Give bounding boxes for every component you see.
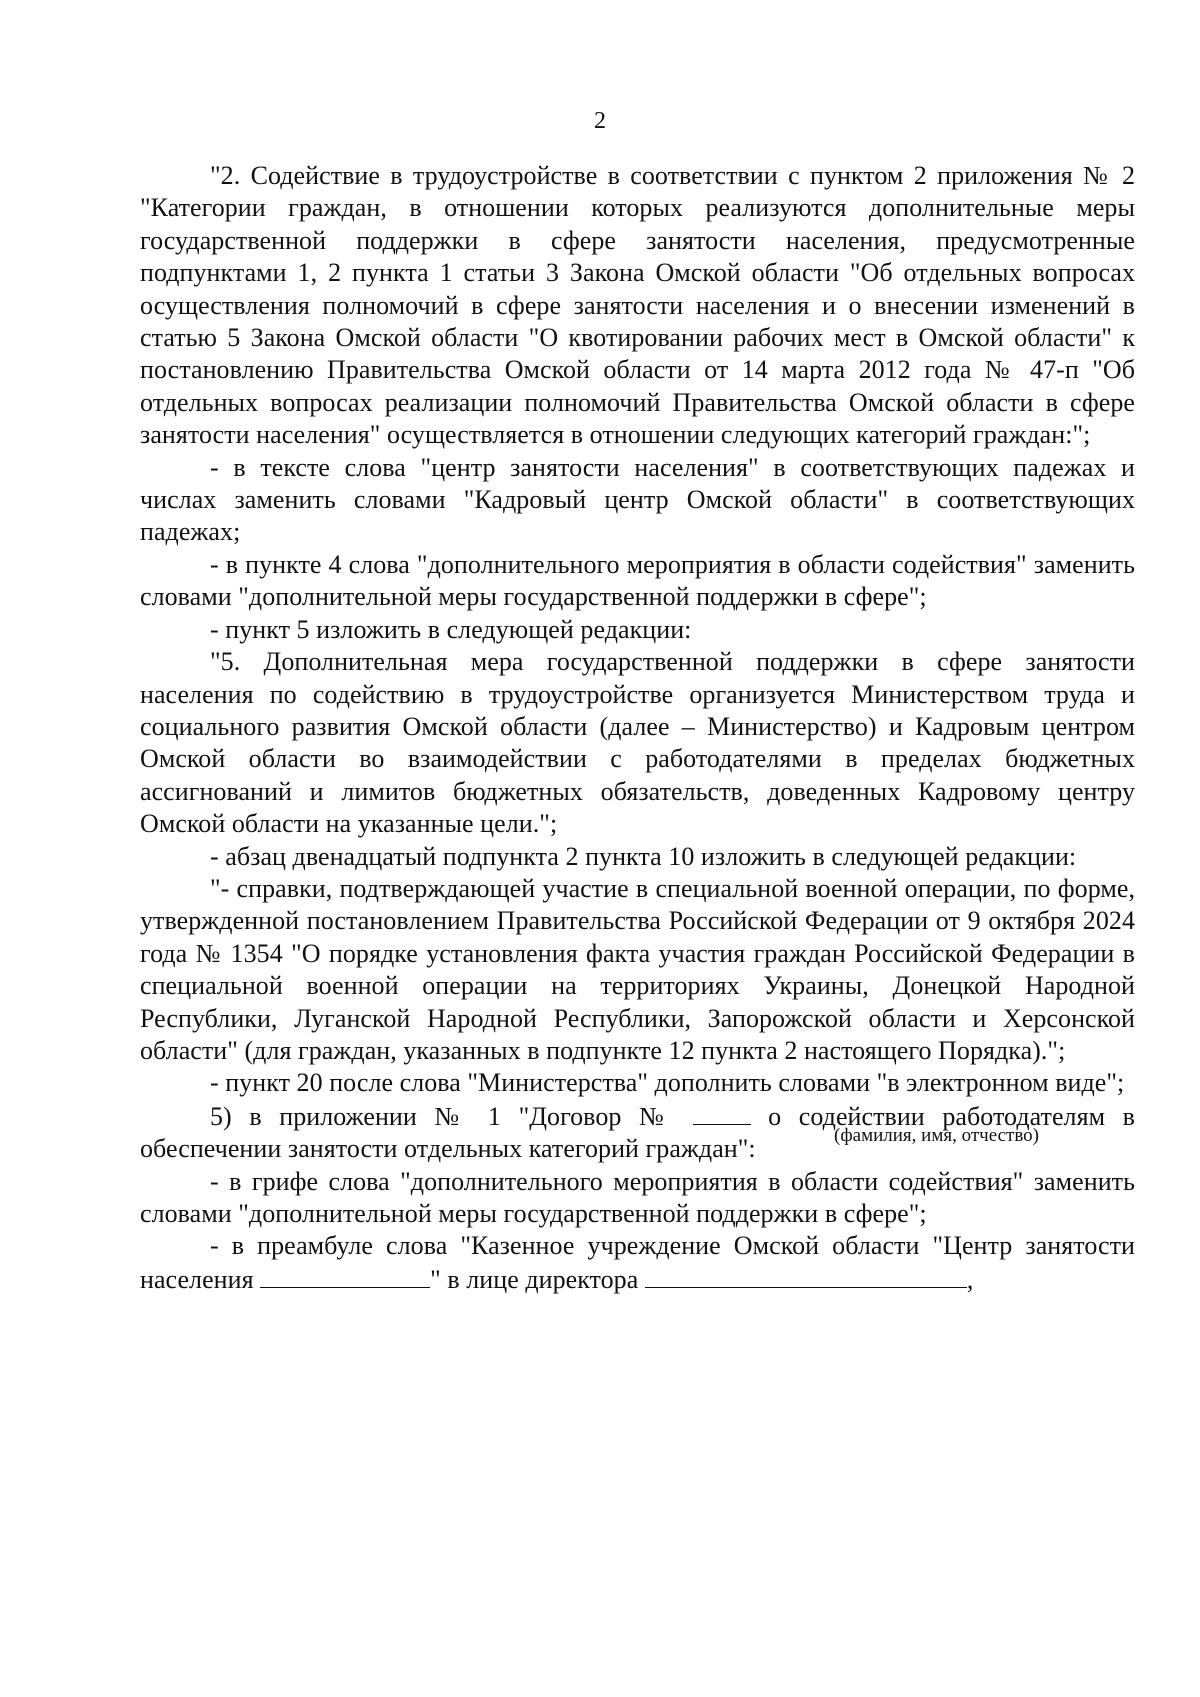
contract-number-blank bbox=[693, 1100, 751, 1125]
paragraph-point-2-quote: "2. Содействие в трудоустройстве в соответствии с пунктом 2 приложения № 2 "Категории граждан, в отношении которых реализуются дополнительные меры государственной поддержки в сфере занятости населения, предусмотренные подпунктами 1, 2 пункта 1 статьи 3 Закона Омской области "Об отдельных вопросах осуществления полномочий в сфере занятости населения и о внесении изменений в статью 5 Закона Омской области "О квотировании рабочих мест в Омской области" к постановлению Правительства Омской области от 14 марта 2012 года № 47-п "Об отдельных вопросах реализации полномочий Правительства Омской области в сфере занятости населения" осуществляется в отношении следующих категорий граждан:"; bbox=[140, 161, 1135, 450]
paragraph-point-20: - пункт 20 после слова "Министерства" дополнить словами "в электронном виде"; bbox=[210, 1068, 1125, 1098]
preamble-text-2: " в лице директора bbox=[430, 1264, 645, 1294]
paragraph-point-5-text: "5. Дополнительная мера государственной поддержки в сфере занятости населения по содействию в трудоустройстве организуется Министерством труда и социального развития Омской области (далее – Министерство) и Кадровым центром Омской области во взаимодействии с работодателями в пределах бюджетных ассигнований и лимитов бюджетных обязательств, доведенных Кадровому центру Омской области на указанные цели."; bbox=[140, 647, 1135, 839]
preamble-text-3: , bbox=[966, 1264, 974, 1294]
director-name-caption: (фамилия, имя, отчество) bbox=[834, 1125, 1040, 1146]
center-name-blank bbox=[260, 1263, 430, 1288]
paragraph-point-5-intro: - пункт 5 изложить в следующей редакции: bbox=[210, 614, 692, 644]
paragraph-replace-center: - в тексте слова "центр занятости населения" в соответствующих падежах и числах заменить словами "Кадровый центр Омской области" в соответствующих падежах; bbox=[140, 452, 1135, 547]
paragraph-certificate: "- справки, подтверждающей участие в специальной военной операции, по форме, утвержденной постановлением Правительства Российской Федерации от 9 октября 2024 года № 1354 "О порядке установления факта участия граждан Российской Федерации в специальной военной операции на территориях Украины, Донецкой Народной Республики, Луганской Народной Республики, Запорожской области и Херсонской области" (для граждан, указанных в подпункте 12 пункта 2 настоящего Порядка)."; bbox=[140, 873, 1135, 1065]
item5-text-before: 5) в приложении № 1 "Договор № bbox=[210, 1101, 693, 1131]
paragraph-point-10: - абзац двенадцатый подпункта 2 пункта 10 изложить в следующей редакции: bbox=[210, 841, 1077, 871]
item5-text-after: о содействии работодателям в обеспечении занятости отдельных категорий граждан": bbox=[140, 1101, 1135, 1164]
paragraph-grif: - в грифе слова "дополнительного мероприятия в области содействия" заменить словами "дополнительной меры государственной поддержки в сфере"; bbox=[140, 1166, 1135, 1228]
director-name-blank bbox=[645, 1263, 967, 1288]
page-number: 2 bbox=[594, 108, 606, 134]
preamble-text-1: - в преамбуле слова "Казенное учреждение Омской области "Центр занятости населения bbox=[140, 1231, 1135, 1294]
paragraph-point-4: - в пункте 4 слова "дополнительного мероприятия в области содействия" заменить словами "дополнительной меры государственной поддержки в сфере"; bbox=[140, 549, 1135, 612]
paragraph-preamble bbox=[140, 1230, 1135, 1296]
